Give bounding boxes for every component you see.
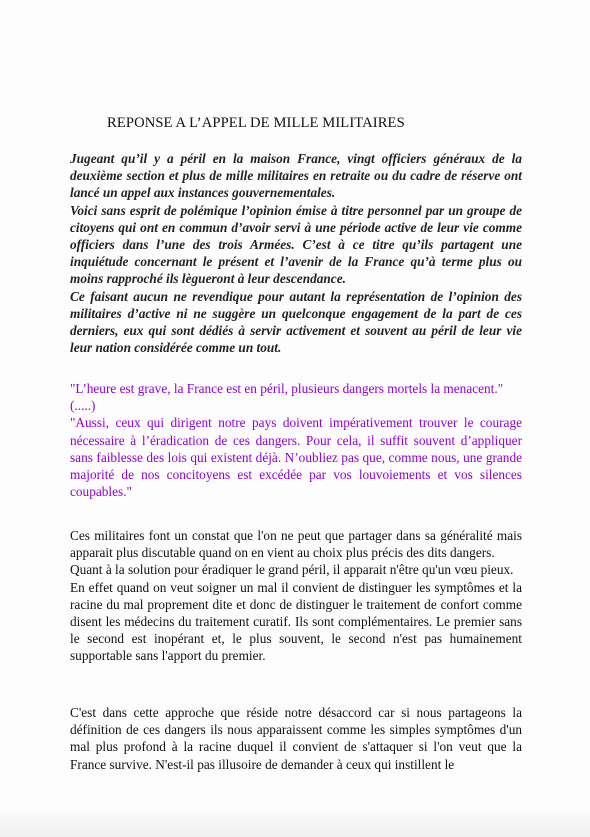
quoted-appeal xyxy=(70,380,522,500)
body-paragraph: En effet quand on veut soigner un mal il convient de distinguer les symptômes et la racine du mal proprement dite et donc de distinguer le traitement de confort comme disent les médecins du traitement curatif. Ils sont complémentaires. Le premier sans le second est inopérant et, le plus souvent, le second n'est pas humainement supportable sans l'apport du premier. xyxy=(70,579,522,664)
body-paragraph: C'est dans cette approche que réside notre désaccord car si nous partageons la définition de ces dangers ils nous apparaissent comme les simples symptômes d'un mal plus profond à la racine duquel il convient de s'attaquer si l'on veut que la France survive. N'est-il pas illusoire de demander à ceux qui instillent le xyxy=(70,705,522,772)
intro-section xyxy=(70,150,522,356)
intro-paragraph: Voici sans esprit de polémique l’opinion émise à titre personnel par un groupe de citoyens qui ont en commun d’avoir servi à une période active de leur vie comme officiers dans l’une des trois Armées. C’est à ce titre qu’ils partagent une inquiétude concernant le présent et l’avenir de la France qu’à terme plus ou moins rapproché ils lègueront à leur descendance. xyxy=(70,202,522,287)
body-section-2 xyxy=(70,704,522,773)
page-bottom-shade xyxy=(0,807,590,837)
quote-paragraph: "L’heure est grave, la France est en péril, plusieurs dangers mortels la menacent." xyxy=(70,381,504,396)
intro-paragraph: Jugeant qu’il y a péril en la maison France, vingt officiers généraux de la deuxième section et plus de mille militaires en retraite ou du cadre de réserve ont lancé un appel aux instances gouvernementales. xyxy=(70,151,522,201)
body-paragraph: Quant à la solution pour éradiquer le grand péril, il apparait n'être qu'un vœu pieux. xyxy=(70,562,514,578)
intro-paragraph: Ce faisant aucun ne revendique pour autant la représentation de l’opinion des militaires d’active ni ne suggère un quelconque engagement de la part de ces derniers, eux qui sont dédiés à servir activement et souvent au péril de leur vie leur nation considérée comme un tout. xyxy=(70,288,522,356)
body-paragraph: Ces militaires font un constat que l'on ne peut que partager dans sa généralité mais apparait plus discutable quand on en vient au choix plus précis des dits dangers. xyxy=(70,528,522,561)
document-title: REPONSE A L’APPEL DE MILLE MILITAIRES xyxy=(107,115,405,131)
body-section-1 xyxy=(70,527,522,665)
quote-paragraph: "Aussi, ceux qui dirigent notre pays doivent impérativement trouver le courage nécessaire à l’éradication de ces dangers. Pour cela, il suffit souvent d’appliquer sans faiblesse des lois qui existent déjà. N’oubliez pas que, comme nous, une grande majorité de nos concitoyens est excédée par vos louvoiements et vos silences coupables." xyxy=(70,415,522,500)
quote-ellipsis: (.....) xyxy=(70,398,96,414)
